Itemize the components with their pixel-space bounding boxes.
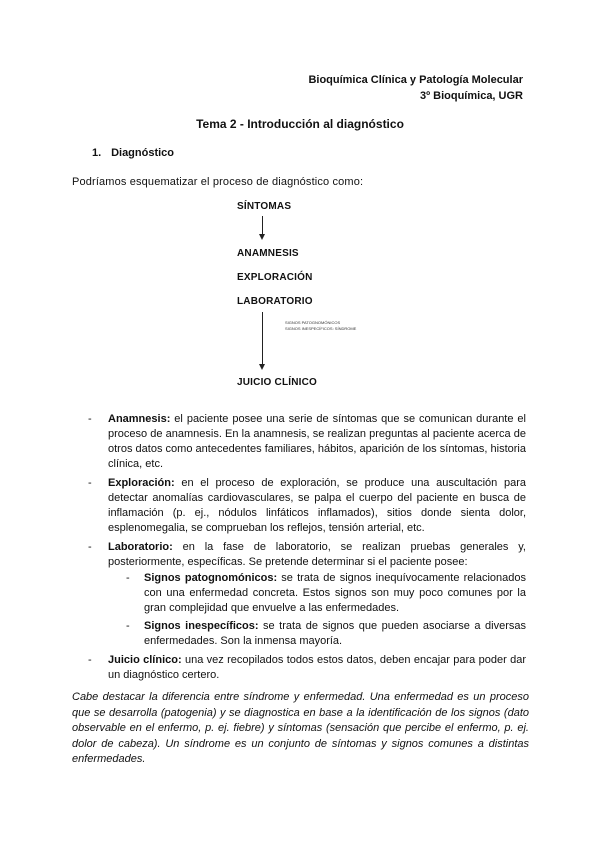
- diagram-exploracion: EXPLORACIÓN: [237, 272, 313, 283]
- term-exploracion: Exploración:: [108, 477, 175, 489]
- diagram-anamnesis: ANAMNESIS: [237, 248, 299, 259]
- sublist-bullet: -: [126, 620, 130, 632]
- course-year: 3º Bioquímica, UGR: [419, 90, 523, 102]
- list-bullet: -: [88, 654, 92, 666]
- list-item-anamnesis: [88, 412, 526, 472]
- diagram-signos-patognomonicos: SIGNOS PATOGNOMÓNICOS: [285, 320, 341, 325]
- text-patognomonicos: se trata de signos inequívocamente relacionados con una enfermedad concreta. Estos signos son muy poco comunes por la gran complejidad que envuelve a las enfermedades.: [144, 572, 526, 614]
- list-item-exploracion: [88, 476, 526, 536]
- section-number: 1.: [92, 147, 102, 159]
- italic-note-paragraph: Cabe destacar la diferencia entre síndrome y enfermedad. Una enfermedad es un proceso que se desarrolla (patogenia) y se diagnostica en base a la identificación de los signos (dato observable en el enfermo, p. ej. fiebre) y síntomas (sensación que percibe el enfermo, p. ej. dolor de cabeza). Un síndrome es un conjunto de síntomas y signos comunes a distintas enfermedades.: [72, 691, 529, 765]
- sublist-item-patognomonicos: [108, 571, 526, 616]
- text-anamnesis: el paciente posee una serie de síntomas que se comunican durante el proceso de anamnesis. En la anamnesis, se realizan preguntas al paciente acerca de otros datos como antecedentes familiares, hábitos, aparición de los síntomas, historia clínica, etc.: [108, 413, 526, 470]
- document-header: [308, 72, 523, 104]
- text-exploracion: en el proceso de exploración, se produce una auscultación para detectar anomalías cardiovasculares, se palpa el cuerpo del paciente en busca de inflamación (p. ej., nódulos linfáticos inflamados), sitios donde sienta dolor, esplenomegalia, se comprueban los reflejos, tensión arterial, etc.: [108, 477, 526, 534]
- diagnosis-steps-list: [88, 412, 526, 687]
- term-inespecificos: Signos inespecíficos:: [144, 620, 259, 632]
- term-juicio-clinico: Juicio clínico:: [108, 654, 182, 666]
- list-item-laboratorio: [88, 540, 526, 649]
- diagram-juicio-clinico: JUICIO CLÍNICO: [237, 377, 318, 388]
- diagram-sintomas: SÍNTOMAS: [237, 201, 292, 212]
- arrow-line-2: [262, 312, 263, 364]
- course-name: Bioquímica Clínica y Patología Molecular: [308, 74, 523, 86]
- sublist-bullet: -: [126, 572, 130, 584]
- section-heading: [92, 147, 174, 159]
- sublist-item-inespecificos: [108, 619, 526, 649]
- list-bullet: -: [88, 477, 92, 489]
- diagram-signos-inespecificos: SIGNOS INESPECÍFICOS: SÍNDROME: [285, 326, 357, 331]
- section-title: Diagnóstico: [111, 147, 175, 159]
- list-bullet: -: [88, 541, 92, 553]
- term-anamnesis: Anamnesis:: [108, 413, 171, 425]
- text-laboratorio: en la fase de laboratorio, se realizan pruebas generales y, posteriormente, específicas. Se pretende determinar si el paciente posee:: [108, 541, 526, 568]
- intro-paragraph: Podríamos esquematizar el proceso de diagnóstico como:: [72, 176, 364, 188]
- term-laboratorio: Laboratorio:: [108, 541, 173, 553]
- page-title: Tema 2 - Introducción al diagnóstico: [196, 117, 404, 131]
- text-juicio-clinico: una vez recopilados todos estos datos, deben encajar para poder dar un diagnóstico certero.: [108, 654, 526, 681]
- arrow-line-1: [262, 216, 263, 235]
- signos-sublist: [108, 571, 526, 649]
- diagnosis-flow-diagram: [237, 196, 437, 396]
- text-inespecificos: se trata de signos que pueden asociarse a diversas enfermedades. Son la inmensa mayoría.: [144, 620, 526, 647]
- list-item-juicio-clinico: [88, 653, 526, 683]
- arrow-head-2: [259, 364, 265, 370]
- diagram-laboratorio: LABORATORIO: [237, 296, 313, 307]
- list-bullet: -: [88, 413, 92, 425]
- term-patognomonicos: Signos patognomónicos:: [144, 572, 278, 584]
- arrow-head-1: [259, 234, 265, 240]
